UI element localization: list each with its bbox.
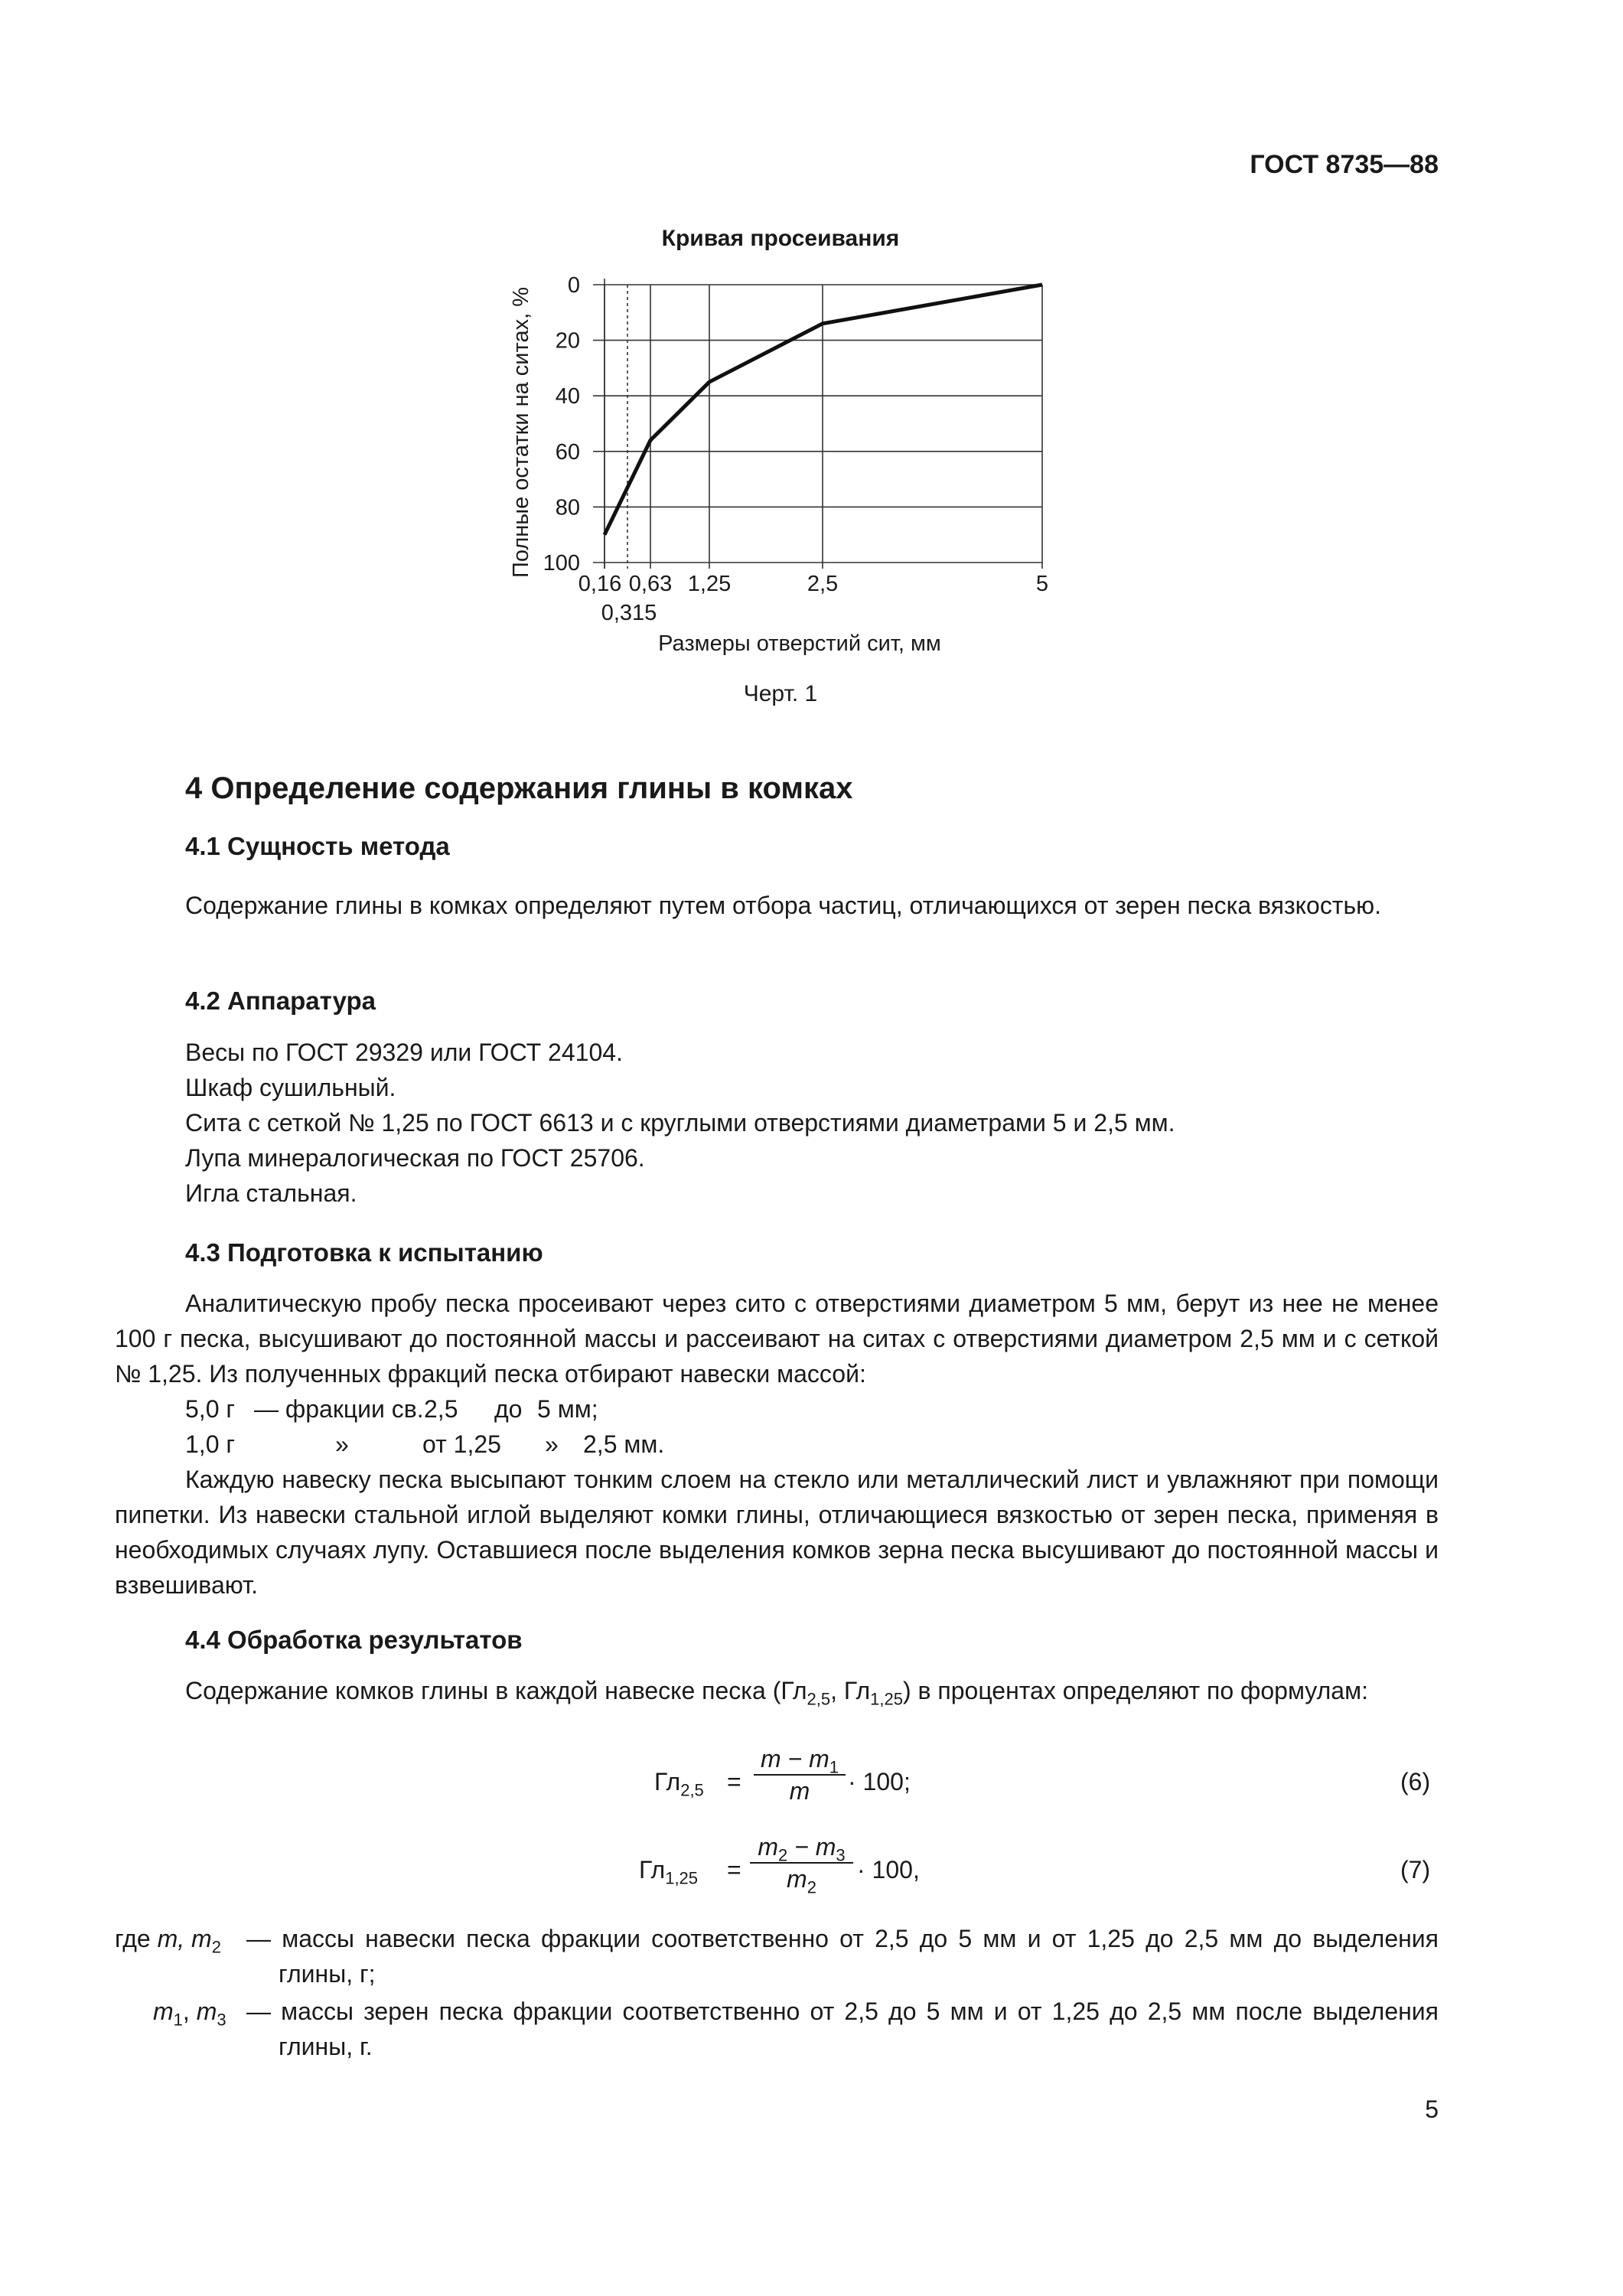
paragraph-4-3-1 [115,1286,1439,1391]
equals-sign: = [727,1768,741,1795]
subscript: 1,25 [870,1689,903,1709]
x-tick-label: 5 [1035,572,1049,596]
subsection-heading-4-1: 4.1 Сущность метода [185,832,450,860]
subscript: 2,5 [807,1689,831,1709]
where-text: — массы навески песка фракции соответственно от 2,5 до 5 мм и от 1,25 до 2,5 мм до выделения глины, г; [246,1925,1439,1988]
formula-fraction [750,1831,853,1897]
equipment-item: Шкаф сушильный. [185,1074,396,1101]
fraction-mass: 5,0 г [185,1395,236,1423]
intro-text: Содержание комков глины в каждой навеске песка (Гл [185,1677,807,1704]
formula-tail: · 100, [857,1856,920,1883]
equals-sign: = [727,1856,741,1883]
x-axis-label: Размеры отверстий сит, мм [658,631,941,656]
section-heading: 4 Определение содержания глины в комках [185,771,853,805]
x-tick-label: 0,315 [601,601,657,625]
formula-lhs: $Гл_{1,25}$ [639,1856,699,1888]
where-vars: $m_1$, $m_3$ [153,1998,227,2030]
fraction-denominator: $m_2$ [787,1865,816,1897]
fraction-to-word: до [494,1395,523,1423]
formula-number: (6) [1400,1768,1431,1795]
fraction-numerator: $m_2 - m_3$ [758,1833,846,1865]
fraction-desc: — фракции св. [254,1395,424,1423]
chart-tick-labels [543,273,1048,625]
fraction-mass: 1,0 г [185,1430,236,1458]
fraction-to: 5 мм; [537,1395,598,1423]
formula-6 [0,1743,1623,1828]
fraction-denominator: m [789,1777,810,1805]
page-number: 5 [1425,2095,1439,2123]
y-tick-label: 100 [543,551,580,576]
where-vars: где m, $m_2$ [115,1925,221,1957]
paragraph-4-4 [115,1673,1439,1708]
equipment-item: Лупа минералогическая по ГОСТ 25706. [185,1144,645,1172]
ditto-mark: » [335,1430,349,1458]
equipment-item: Игла стальная. [185,1179,357,1207]
equipment-item: Весы по ГОСТ 29329 или ГОСТ 24104. [185,1039,623,1066]
fraction-from: 2,5 [424,1395,458,1423]
sieve-curve-chart [490,260,1071,658]
subsection-heading-4-4: 4.4 Обработка результатов [185,1626,523,1654]
paragraph-4-3-2 [115,1462,1439,1603]
ditto-mark: » [545,1430,559,1458]
y-tick-label: 20 [555,328,580,354]
paragraph-4-3-1-text: Аналитическую пробу песка просеивают через сито с отверстиями диаметром 5 мм, берут из нее не менее 100 г песка, высушивают до постоянной массы и рассеивают на ситах с отверстиями диаметром 2,5 мм и с сеткой № 1,25. Из полученных фракций песка отбирают навески массой: [115,1290,1439,1388]
x-tick-label: 0,16 [578,572,622,596]
paragraph-4-1 [115,888,1439,923]
x-tick-label: 2,5 [807,572,839,596]
y-tick-label: 60 [555,439,580,465]
fraction-from: от 1,25 [422,1430,501,1458]
formula-tail: · 100; [848,1768,911,1795]
equipment-item: Сита с сеткой № 1,25 по ГОСТ 6613 и с круглыми отверстиями диаметрами 5 и 2,5 мм. [185,1109,1175,1137]
fraction-to: 2,5 мм. [583,1430,665,1458]
formula-lhs: $Гл_{2,5}$ [654,1768,704,1800]
fraction-numerator: $m - m_1$ [760,1745,839,1777]
figure-caption: Черт. 1 [743,681,818,706]
paragraph-4-1-text: Содержание глины в комках определяют путем отбора частиц, отличающихся от зерен песка вязкостью. [185,892,1382,919]
intro-text: , Гл [830,1677,871,1704]
y-axis-label: Полные остатки на ситах, % [509,287,533,578]
subsection-heading-4-3: 4.3 Подготовка к испытанию [185,1238,543,1267]
document-id: ГОСТ 8735—88 [1250,150,1439,179]
chart-title: Кривая просеивания [661,226,900,251]
where-text: — массы зерен песка фракции соответственно от 2,5 до 5 мм и от 1,25 до 2,5 мм после выделения глины, г. [246,1998,1439,2060]
formula-number: (7) [1400,1856,1431,1883]
formula-fraction [754,1743,846,1806]
y-tick-label: 0 [567,273,580,298]
x-tick-label: 0,63 [628,572,673,596]
subsection-heading-4-2: 4.2 Аппаратура [185,987,376,1015]
paragraph-4-3-2-text: Каждую навеску песка высыпают тонким слоем на стекло или металлический лист и увлажняют при помощи пипетки. Из навески стальной иглой выделяют комки глины, отличающиеся вязкостью от зерен песка, применяя в необходимых случаях лупу. Оставшиеся после выделения комков зерна песка высушивают до постоянной массы и взвешивают. [115,1466,1439,1599]
y-tick-label: 40 [555,384,580,409]
y-tick-label: 80 [555,495,580,520]
intro-text: ) в процентах определяют по формулам: [902,1677,1368,1704]
chart-grid [593,279,1042,569]
x-tick-label: 1,25 [687,572,732,596]
formula-7 [0,1831,1623,1916]
data-series-curve [605,285,1042,535]
